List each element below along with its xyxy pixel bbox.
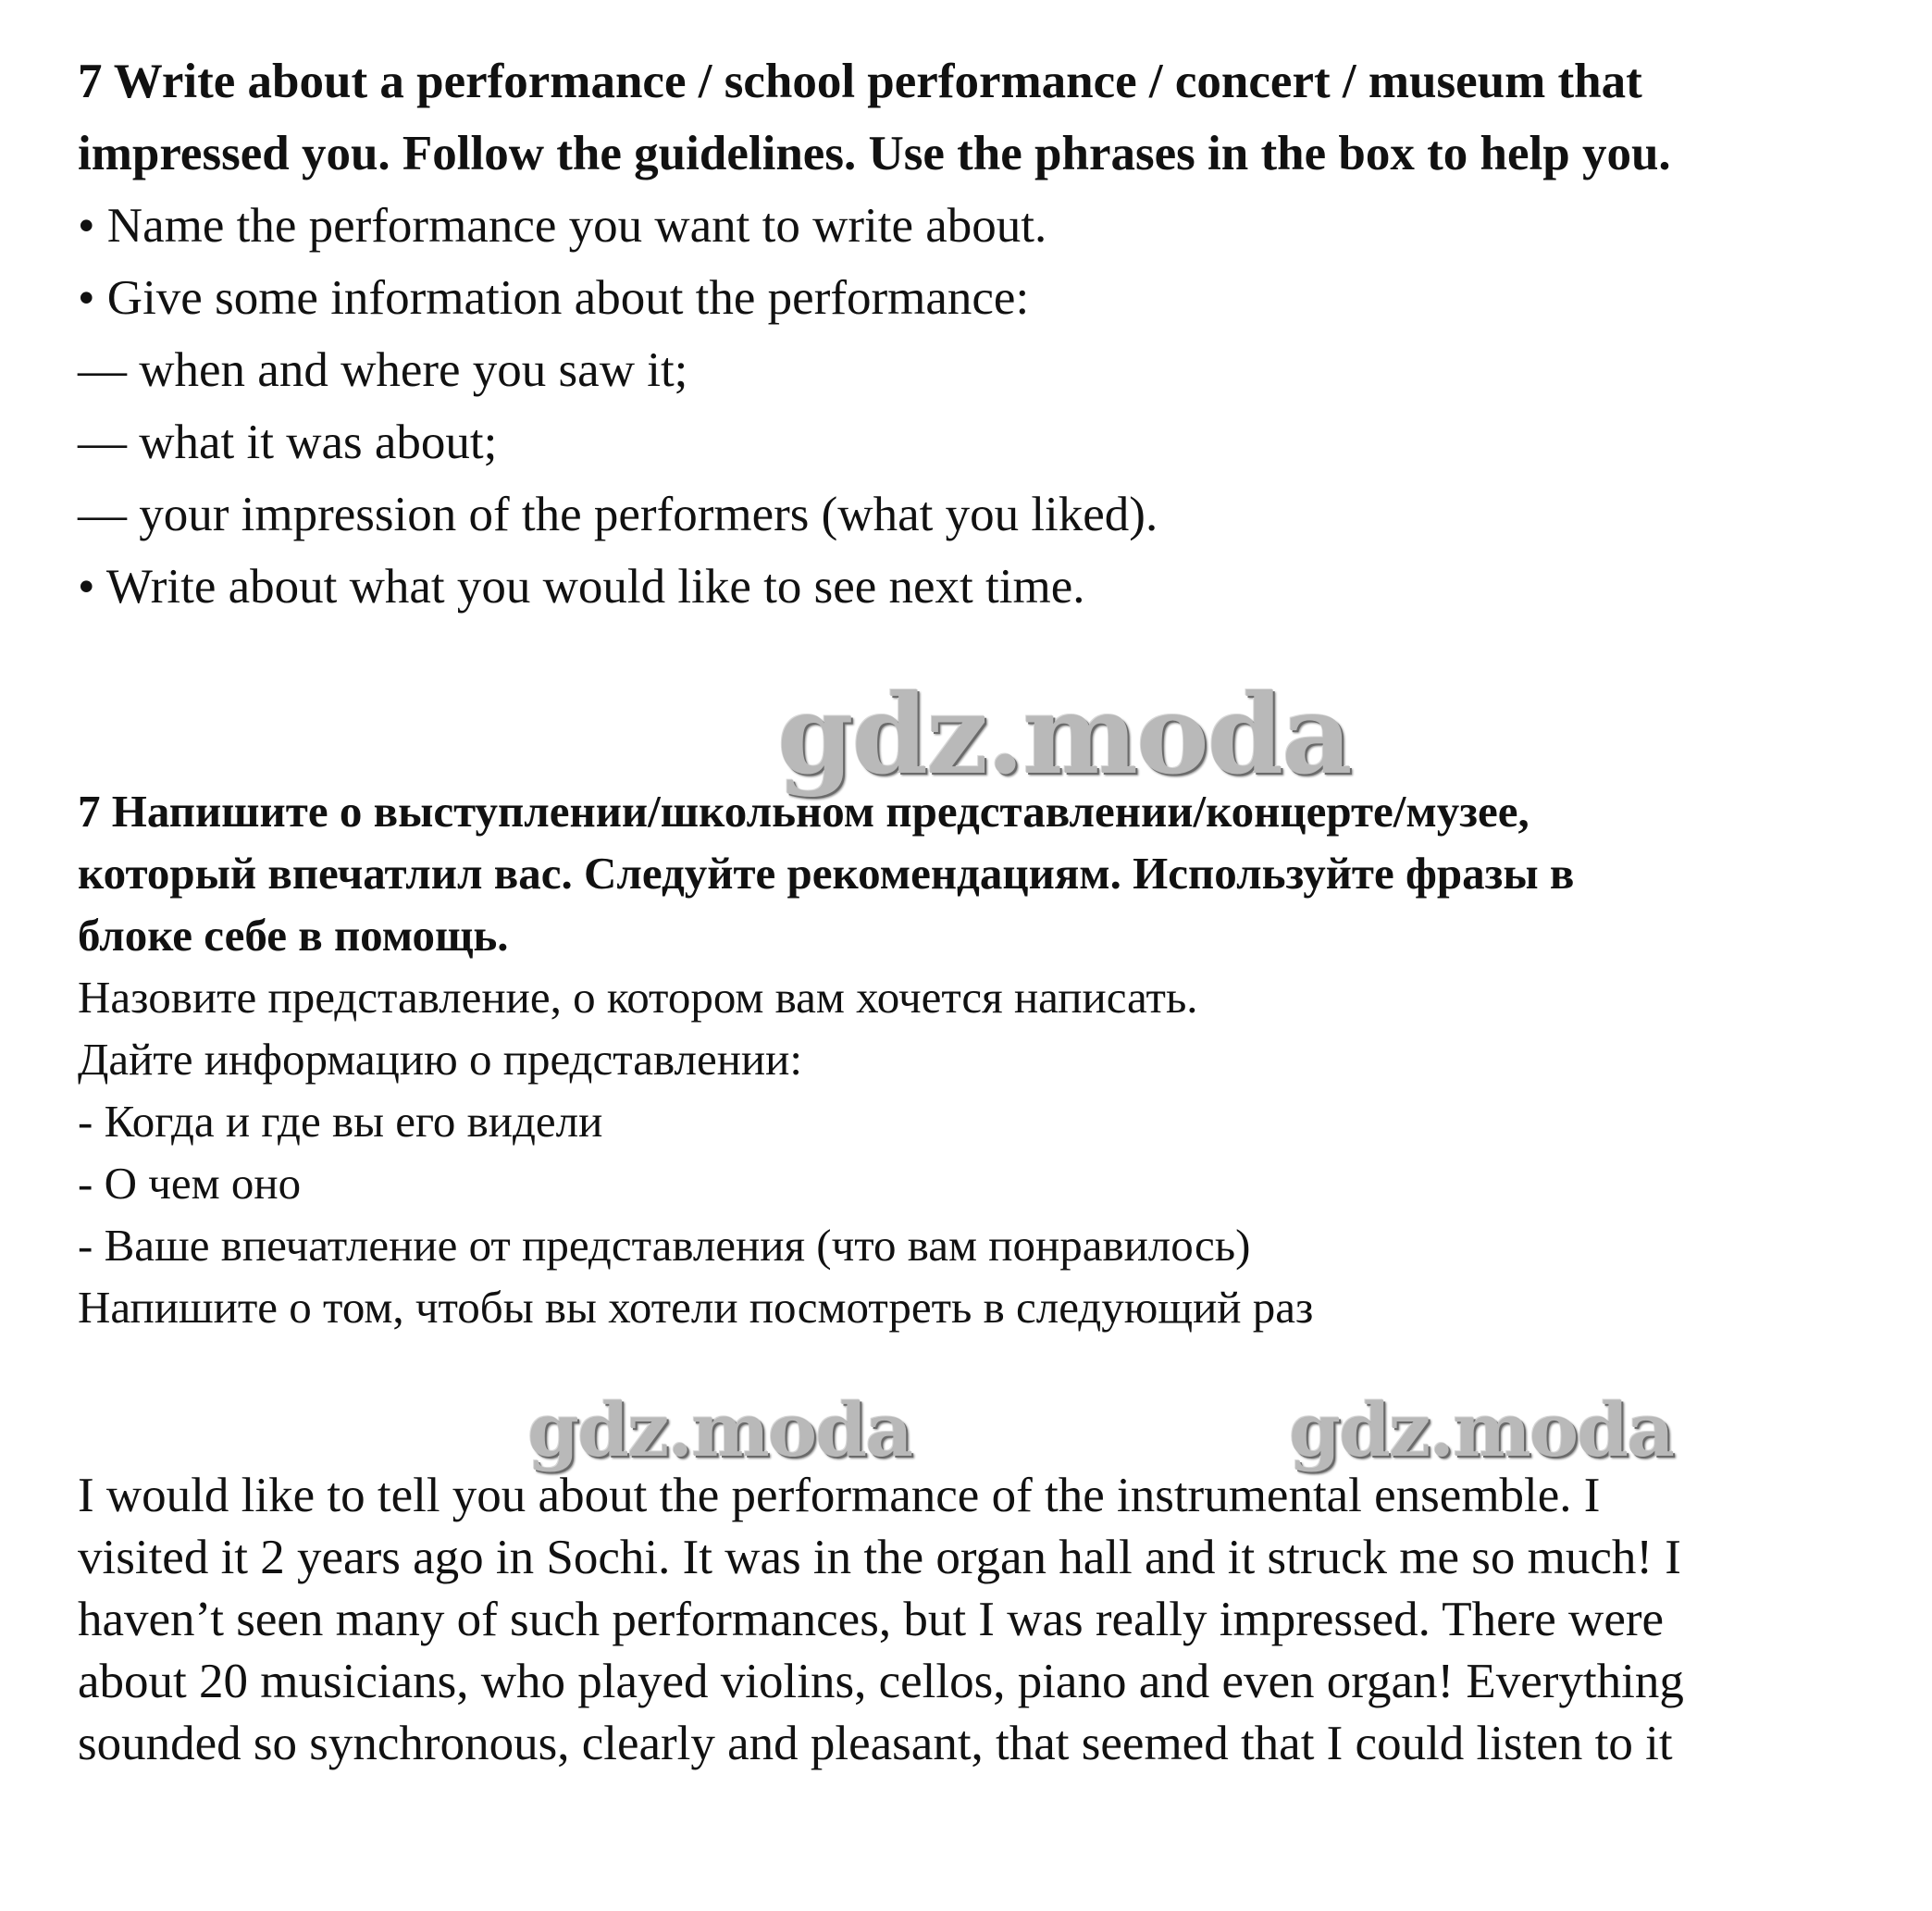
russian-task-heading-line-1: 7 Напишите о выступлении/школьном представлении/концерте/музее, (78, 786, 1530, 837)
answer-line: sounded so synchronous, clearly and pleasant, that seemed that I could listen to it (78, 1717, 1673, 1770)
answer-line: I would like to tell you about the performance of the instrumental ensemble. I (78, 1469, 1601, 1522)
english-guideline-item: • Give some information about the performance: (78, 271, 1030, 325)
watermark-logo: gdz.moda (527, 1386, 911, 1473)
russian-guideline-item: Назовите представление, о котором вам хочется написать. (78, 972, 1198, 1023)
watermark-logo: gdz.moda (1289, 1386, 1673, 1473)
russian-guideline-item: Напишите о том, чтобы вы хотели посмотреть в следующий раз (78, 1282, 1314, 1333)
watermark-logo: gdz.moda (777, 670, 1351, 799)
english-guideline-subitem: — when and where you saw it; (78, 343, 688, 397)
russian-guideline-subitem: - Когда и где вы его видели (78, 1096, 603, 1147)
answer-line: visited it 2 years ago in Sochi. It was in the organ hall and it struck me so much! I (78, 1531, 1681, 1584)
russian-guideline-subitem: - О чем оно (78, 1158, 302, 1209)
russian-guideline-subitem: - Ваше впечатление от представления (что вам понравилось) (78, 1220, 1251, 1271)
english-guideline-item: • Name the performance you want to write about. (78, 199, 1047, 253)
russian-guideline-item: Дайте информацию о представлении: (78, 1034, 802, 1085)
russian-task-heading-line-2: который впечатлил вас. Следуйте рекомендациям. Используйте фразы в (78, 848, 1575, 899)
english-guideline-subitem: — your impression of the performers (what you liked). (78, 488, 1158, 541)
english-guideline-item: • Write about what you would like to see next time. (78, 560, 1085, 614)
answer-line: haven’t seen many of such performances, but I was really impressed. There were (78, 1593, 1665, 1646)
russian-task-heading-line-3: блоке себе в помощь. (78, 910, 509, 961)
english-task-heading-line-1: 7 Write about a performance / school performance / concert / museum that (78, 55, 1642, 108)
answer-line: about 20 musicians, who played violins, cellos, piano and even organ! Everything (78, 1655, 1684, 1708)
english-task-heading-line-2: impressed you. Follow the guidelines. Use the phrases in the box to help you. (78, 127, 1671, 180)
english-guideline-subitem: — what it was about; (78, 416, 498, 469)
